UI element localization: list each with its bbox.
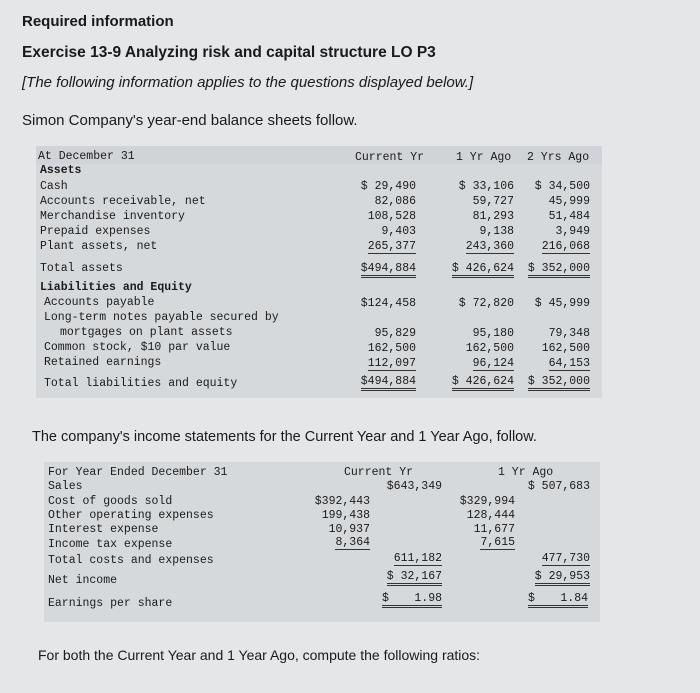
opex-1yr: 128,444 <box>466 509 515 522</box>
sales-label: Sales <box>48 480 83 493</box>
required-heading: Required information <box>22 13 174 30</box>
total-costs-cur: 611,182 <box>393 552 442 565</box>
interest-cur: 10,937 <box>328 523 370 536</box>
bs-col-current: Current Yr <box>355 151 425 164</box>
is-col-label: For Year Ended December 31 <box>48 466 228 479</box>
eps-1yr: 1.84 <box>560 592 588 605</box>
common-stock-1yr: 162,500 <box>465 342 514 355</box>
lt-notes-cur: 95,829 <box>374 327 416 340</box>
eps-1yr-cell <box>528 592 588 608</box>
inventory-2yr: 51,484 <box>548 210 590 223</box>
bs-col-label: At December 31 <box>38 150 135 163</box>
row-label-cash: Cash <box>40 180 68 193</box>
total-costs-label: Total costs and expenses <box>48 554 214 567</box>
cogs-label: Cost of goods sold <box>48 495 173 508</box>
ar-cur: 82,086 <box>374 195 416 208</box>
total-le-label: Total liabilities and equity <box>44 377 238 390</box>
plant-cur: 265,377 <box>367 240 416 253</box>
income-intro: The company's income statements for the Current Year and 1 Year Ago, follow. <box>32 429 537 445</box>
retained-2yr: 64,153 <box>548 357 590 370</box>
plant-1yr: 243,360 <box>465 240 514 253</box>
sales-cur: $643,349 <box>386 480 442 493</box>
row-label-inventory: Merchandise inventory <box>40 210 185 223</box>
bs-col-1yr: 1 Yr Ago <box>456 151 512 164</box>
cogs-cur: $392,443 <box>314 495 370 508</box>
tax-cur: 8,364 <box>335 536 370 549</box>
common-stock-2yr: 162,500 <box>541 342 590 355</box>
row-label-prepaid: Prepaid expenses <box>40 225 151 238</box>
interest-label: Interest expense <box>48 523 159 536</box>
row-label-plant: Plant assets, net <box>40 240 158 253</box>
eps-cur-sign: $ <box>382 592 389 605</box>
total-assets-2yr: $ 352,000 <box>528 262 590 278</box>
total-assets-cur: $494,884 <box>361 262 416 278</box>
exercise-title: Exercise 13-9 Analyzing risk and capital structure LO P3 <box>22 44 436 61</box>
inventory-1yr: 81,293 <box>472 210 514 223</box>
plant-2yr: 216,068 <box>541 240 590 253</box>
tax-1yr: 7,615 <box>480 536 515 549</box>
bs-col-2yr: 2 Yrs Ago <box>527 151 590 164</box>
prepaid-cur: 9,403 <box>381 225 416 238</box>
prepaid-1yr: 9,138 <box>479 225 514 238</box>
net-income-label: Net income <box>48 574 118 587</box>
ar-2yr: 45,999 <box>548 195 590 208</box>
lt-notes-label-2: mortgages on plant assets <box>60 326 233 339</box>
total-le-2yr: $ 352,000 <box>528 375 590 391</box>
total-assets-label: Total assets <box>40 262 123 275</box>
retained-label: Retained earnings <box>44 356 162 369</box>
context-note: [The following information applies to the questions displayed below.] <box>22 74 474 91</box>
lt-notes-2yr: 79,348 <box>548 327 590 340</box>
ap-label: Accounts payable <box>44 296 155 309</box>
ap-2yr: $ 45,999 <box>534 297 590 310</box>
sales-1yr: $ 507,683 <box>527 480 590 493</box>
cogs-1yr: $329,994 <box>459 495 515 508</box>
total-costs-1yr: 477,730 <box>541 552 590 565</box>
opex-label: Other operating expenses <box>48 509 214 522</box>
retained-cur: 112,097 <box>367 357 416 370</box>
eps-label: Earnings per share <box>48 597 173 610</box>
eps-cur: 1.98 <box>414 592 442 605</box>
cash-cur: $ 29,490 <box>360 180 416 193</box>
retained-1yr: 96,124 <box>472 357 514 370</box>
net-income-cur: $ 32,167 <box>387 570 442 586</box>
common-stock-cur: 162,500 <box>367 342 416 355</box>
ar-1yr: 59,727 <box>472 195 514 208</box>
common-stock-label: Common stock, $10 par value <box>44 341 231 354</box>
total-le-cur: $494,884 <box>361 375 416 391</box>
liab-heading: Liabilities and Equity <box>40 281 192 294</box>
balance-intro: Simon Company's year-end balance sheets follow. <box>22 112 358 129</box>
inventory-cur: 108,528 <box>367 210 416 223</box>
interest-1yr: 11,677 <box>473 523 515 536</box>
opex-cur: 199,438 <box>321 509 370 522</box>
prepaid-2yr: 3,949 <box>555 225 590 238</box>
total-assets-1yr: $ 426,624 <box>452 262 514 278</box>
ap-cur: $124,458 <box>360 297 416 310</box>
cash-2yr: $ 34,500 <box>534 180 590 193</box>
lt-notes-1yr: 95,180 <box>472 327 514 340</box>
cash-1yr: $ 33,106 <box>458 180 514 193</box>
total-le-1yr: $ 426,624 <box>452 375 514 391</box>
eps-cur-cell <box>382 592 442 608</box>
assets-heading: Assets <box>40 164 82 177</box>
is-col-1yr: 1 Yr Ago <box>498 466 554 479</box>
ratios-instruction: For both the Current Year and 1 Year Ago, compute the following ratios: <box>38 647 481 663</box>
lt-notes-label-1: Long-term notes payable secured by <box>44 311 279 324</box>
ap-1yr: $ 72,820 <box>458 297 514 310</box>
is-col-current: Current Yr <box>344 466 414 479</box>
net-income-1yr: $ 29,953 <box>535 570 590 586</box>
row-label-ar: Accounts receivable, net <box>40 195 206 208</box>
eps-1yr-sign: $ <box>528 592 535 605</box>
tax-label: Income tax expense <box>48 538 173 551</box>
